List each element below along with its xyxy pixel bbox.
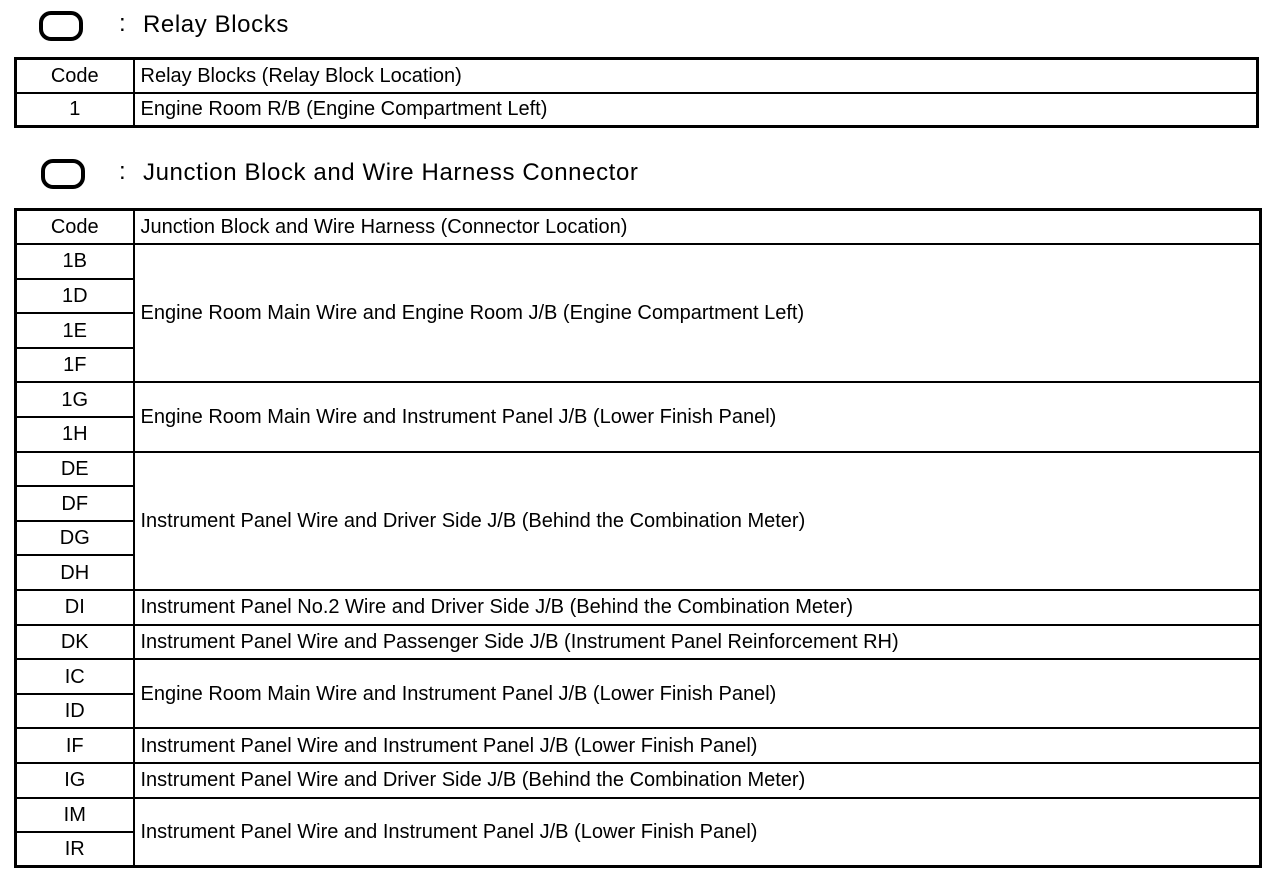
location-cell: Instrument Panel Wire and Passenger Side J/B (Instrument Panel Reinforcement RH) xyxy=(134,625,1261,660)
location-cell: Instrument Panel Wire and Instrument Panel J/B (Lower Finish Panel) xyxy=(134,728,1261,763)
code-cell: IC xyxy=(16,659,134,694)
relay-blocks-table xyxy=(14,57,1259,128)
code-cell: IR xyxy=(16,832,134,867)
location-cell: Engine Room Main Wire and Instrument Panel J/B (Lower Finish Panel) xyxy=(134,659,1261,728)
jb-section-colon: : xyxy=(119,158,126,185)
location-cell: Engine Room Main Wire and Engine Room J/B (Engine Compartment Left) xyxy=(134,244,1261,382)
relay-block-symbol-icon xyxy=(39,11,83,41)
code-cell: DH xyxy=(16,555,134,590)
code-cell: DF xyxy=(16,486,134,521)
location-column-header: Relay Blocks (Relay Block Location) xyxy=(134,59,1258,93)
location-column-header: Junction Block and Wire Harness (Connector Location) xyxy=(134,210,1261,245)
code-cell: 1E xyxy=(16,313,134,348)
location-cell: Instrument Panel Wire and Instrument Panel J/B (Lower Finish Panel) xyxy=(134,798,1261,867)
junction-block-symbol-icon xyxy=(41,159,85,189)
table-row xyxy=(16,93,1258,127)
relay-section-title: Relay Blocks xyxy=(143,11,289,38)
code-cell: DG xyxy=(16,521,134,556)
code-cell: DK xyxy=(16,625,134,660)
table-row xyxy=(16,382,1261,417)
code-cell: 1D xyxy=(16,279,134,314)
code-cell: IM xyxy=(16,798,134,833)
jb-section-title: Junction Block and Wire Harness Connector xyxy=(143,159,639,186)
code-cell: 1F xyxy=(16,348,134,383)
code-cell: DI xyxy=(16,590,134,625)
relay-section-colon: : xyxy=(119,10,126,37)
code-column-header: Code xyxy=(16,210,134,245)
code-cell: 1H xyxy=(16,417,134,452)
junction-block-table xyxy=(14,208,1262,868)
location-cell: Instrument Panel Wire and Driver Side J/B (Behind the Combination Meter) xyxy=(134,763,1261,798)
location-cell: Engine Room Main Wire and Instrument Panel J/B (Lower Finish Panel) xyxy=(134,382,1261,451)
table-row xyxy=(16,244,1261,279)
table-header-row xyxy=(16,59,1258,93)
location-cell: Engine Room R/B (Engine Compartment Left) xyxy=(134,93,1258,127)
table-header-row xyxy=(16,210,1261,245)
code-cell: ID xyxy=(16,694,134,729)
code-cell: 1G xyxy=(16,382,134,417)
code-cell: IG xyxy=(16,763,134,798)
table-row xyxy=(16,763,1261,798)
code-cell: 1 xyxy=(16,93,134,127)
code-cell: IF xyxy=(16,728,134,763)
code-cell: DE xyxy=(16,452,134,487)
location-cell: Instrument Panel Wire and Driver Side J/B (Behind the Combination Meter) xyxy=(134,452,1261,590)
table-row xyxy=(16,625,1261,660)
code-cell: 1B xyxy=(16,244,134,279)
table-row xyxy=(16,659,1261,694)
table-row xyxy=(16,728,1261,763)
location-cell: Instrument Panel No.2 Wire and Driver Side J/B (Behind the Combination Meter) xyxy=(134,590,1261,625)
table-row xyxy=(16,798,1261,833)
code-column-header: Code xyxy=(16,59,134,93)
table-row xyxy=(16,590,1261,625)
table-row xyxy=(16,452,1261,487)
